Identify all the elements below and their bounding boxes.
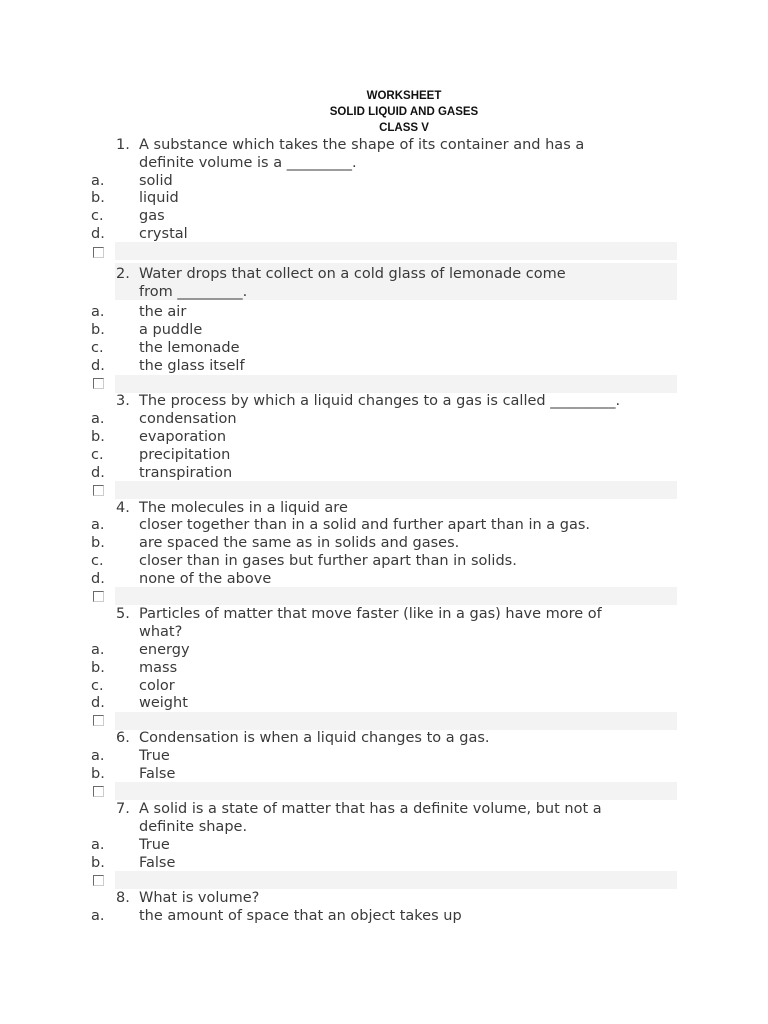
question-text: Water drops that collect on a cold glass of lemonade come [139,266,566,282]
question-number: 3. [116,393,130,409]
worksheet-subject: SOLID LIQUID AND GASES [329,106,479,118]
answer-field[interactable] [115,242,677,260]
option-letter: b. [91,766,105,782]
answer-field[interactable] [115,481,677,499]
option-text: precipitation [139,447,231,463]
option-text: condensation [139,411,237,427]
option-text: none of the above [139,571,272,587]
option-letter: b. [91,855,105,871]
question-number: 4. [116,500,130,516]
option-text: liquid [139,190,179,206]
worksheet-title: WORKSHEET [366,90,442,102]
question-text: Particles of matter that move faster (like in a gas) have more of [139,606,602,622]
option-text: the glass itself [139,358,245,374]
option-text: the air [139,304,187,320]
option-letter: c. [91,208,104,224]
option-text: weight [139,695,188,711]
option-text: evaporation [139,429,227,445]
answer-checkbox[interactable] [93,247,104,258]
question-text: The process by which a liquid changes to a gas is called _________. [139,393,621,409]
option-letter: d. [91,695,105,711]
question-text: Condensation is when a liquid changes to a gas. [139,730,490,746]
question-text: The molecules in a liquid are [139,500,348,516]
option-letter: d. [91,465,105,481]
question-number: 6. [116,730,130,746]
option-letter: d. [91,226,105,242]
option-letter: a. [91,411,105,427]
answer-field[interactable] [115,782,677,800]
question-text: A solid is a state of matter that has a definite volume, but not a [139,801,602,817]
option-text: mass [139,660,178,676]
answer-checkbox[interactable] [93,715,104,726]
answer-field[interactable] [115,587,677,605]
option-text: False [139,855,176,871]
answer-checkbox[interactable] [93,485,104,496]
option-text: False [139,766,176,782]
option-letter: a. [91,748,105,764]
option-text: closer together than in a solid and further apart than in a gas. [139,517,591,533]
option-text: solid [139,173,173,189]
option-text: the amount of space that an object takes up [139,908,462,924]
option-letter: d. [91,571,105,587]
answer-field[interactable] [115,871,677,889]
option-text: True [139,837,170,853]
worksheet-header [0,88,768,136]
answer-checkbox[interactable] [93,591,104,602]
option-letter: b. [91,190,105,206]
answer-checkbox[interactable] [93,378,104,389]
option-letter: a. [91,908,105,924]
option-letter: a. [91,173,105,189]
question-text: from _________. [139,284,248,300]
question-number: 1. [116,137,130,153]
question-number: 5. [116,606,130,622]
option-letter: c. [91,678,104,694]
option-letter: c. [91,340,104,356]
option-text: color [139,678,175,694]
option-text: gas [139,208,165,224]
option-letter: a. [91,517,105,533]
question-number: 2. [116,266,130,282]
question-number: 7. [116,801,130,817]
option-text: the lemonade [139,340,240,356]
option-text: crystal [139,226,188,242]
option-letter: d. [91,358,105,374]
question-text: definite shape. [139,819,248,835]
option-text: True [139,748,170,764]
question-text: A substance which takes the shape of its container and has a [139,137,585,153]
option-letter: b. [91,429,105,445]
question-text: What is volume? [139,890,260,906]
answer-checkbox[interactable] [93,786,104,797]
option-text: closer than in gases but further apart than in solids. [139,553,517,569]
option-letter: b. [91,322,105,338]
option-letter: c. [91,447,104,463]
worksheet-class: CLASS V [379,122,429,134]
option-letter: b. [91,535,105,551]
option-letter: a. [91,304,105,320]
option-letter: b. [91,660,105,676]
option-letter: c. [91,553,104,569]
option-letter: a. [91,837,105,853]
question-text: definite volume is a _________. [139,155,357,171]
answer-field[interactable] [115,375,677,393]
option-text: are spaced the same as in solids and gases. [139,535,460,551]
question-text: what? [139,624,183,640]
option-text: energy [139,642,190,658]
option-text: a puddle [139,322,203,338]
option-text: transpiration [139,465,233,481]
question-number: 8. [116,890,130,906]
answer-field[interactable] [115,712,677,730]
option-letter: a. [91,642,105,658]
answer-checkbox[interactable] [93,875,104,886]
